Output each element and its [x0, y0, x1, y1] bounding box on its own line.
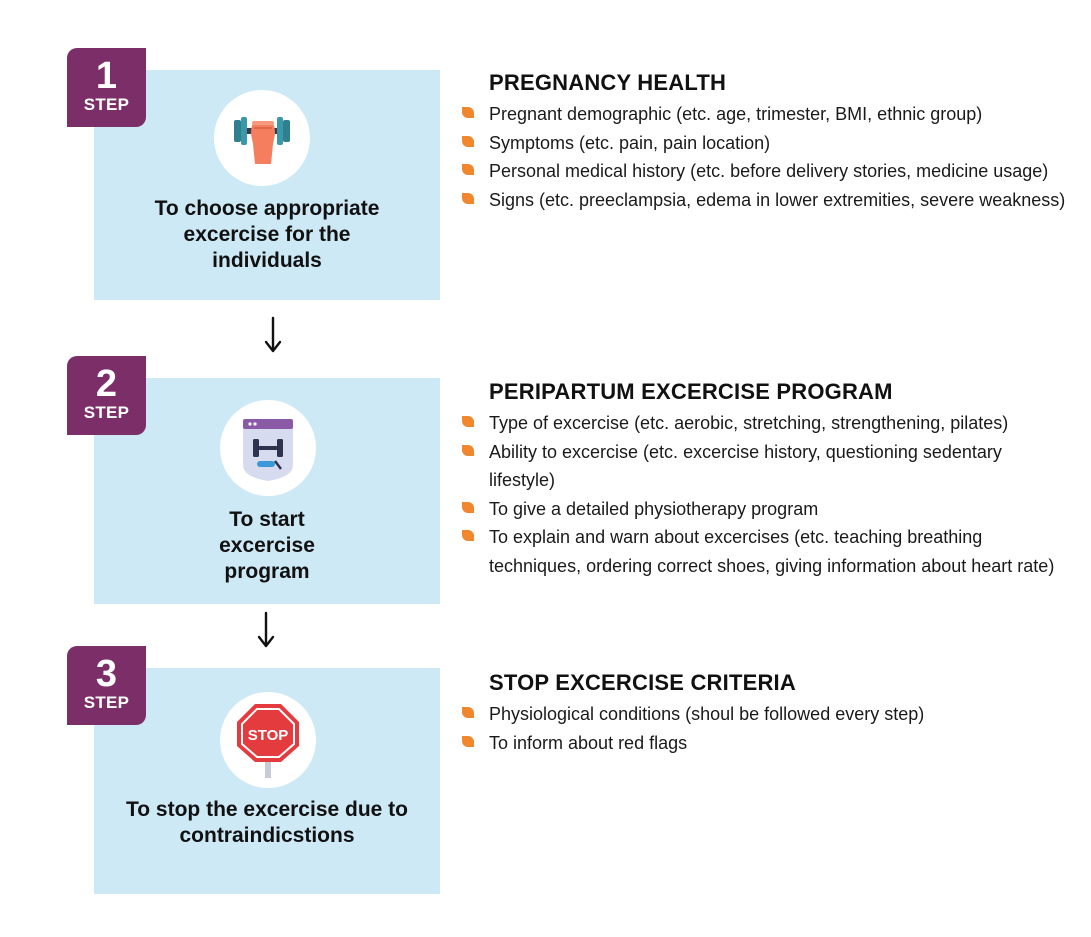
list-item: To inform about red flags: [462, 729, 1072, 758]
step-2-label: STEP: [83, 403, 130, 422]
step-1-badge: [67, 48, 146, 127]
list-item: To give a detailed physiotherapy program: [462, 495, 1072, 524]
step-2-icon-circle: [220, 400, 316, 496]
step-1-caption: To choose appropriate excercise for the individuals: [154, 197, 380, 272]
section-peripartum-program: [462, 378, 1072, 580]
arrow-down-icon: [254, 611, 278, 651]
step-1-icon-circle: [214, 90, 310, 186]
section-stop-criteria: [462, 669, 1072, 757]
dumbbell-hand-icon: [230, 106, 294, 170]
list-item: Signs (etc. preeclampsia, edema in lower extremities, severe weakness): [462, 186, 1072, 215]
step-1-number: 1: [95, 55, 118, 97]
step-2-number: 2: [95, 363, 118, 405]
section-title: STOP EXCERCISE CRITERIA: [489, 670, 796, 695]
step-1-label: STEP: [83, 95, 130, 114]
arrow-down-icon: [261, 316, 285, 356]
stop-sign-icon: [233, 700, 303, 780]
list-item: Personal medical history (etc. before delivery stories, medicine usage): [462, 157, 1072, 186]
section-title: PREGNANCY HEALTH: [489, 70, 727, 95]
criteria-list: [462, 700, 1072, 757]
list-item: Symptoms (etc. pain, pain location): [462, 129, 1072, 158]
exercise-app-icon: [237, 413, 299, 483]
step-2-badge: [67, 356, 146, 435]
criteria-list: [462, 100, 1072, 214]
list-item: Physiological conditions (shoul be followed every step): [462, 700, 1072, 729]
section-pregnancy-health: [462, 69, 1072, 214]
step-2-caption: To start excercise program: [219, 508, 315, 583]
step-3-icon-circle: [220, 692, 316, 788]
step-3-number: 3: [95, 653, 118, 695]
step-3-label: STEP: [83, 693, 130, 712]
step-3-badge: [67, 646, 146, 725]
svg-text:STOP: STOP: [247, 727, 289, 744]
criteria-list: [462, 409, 1072, 580]
list-item: Pregnant demographic (etc. age, trimester, BMI, ethnic group): [462, 100, 1072, 129]
list-item: To explain and warn about excercises (etc. teaching breathing techniques, ordering correct shoes, giving information about heart rate): [462, 523, 1072, 580]
step-3-caption: To stop the excercise due to contraindicstions: [125, 798, 408, 847]
section-title: PERIPARTUM EXCERCISE PROGRAM: [489, 379, 893, 404]
list-item: Type of excercise (etc. aerobic, stretching, strengthening, pilates): [462, 409, 1072, 438]
list-item: Ability to excercise (etc. excercise history, questioning sedentary lifestyle): [462, 438, 1072, 495]
